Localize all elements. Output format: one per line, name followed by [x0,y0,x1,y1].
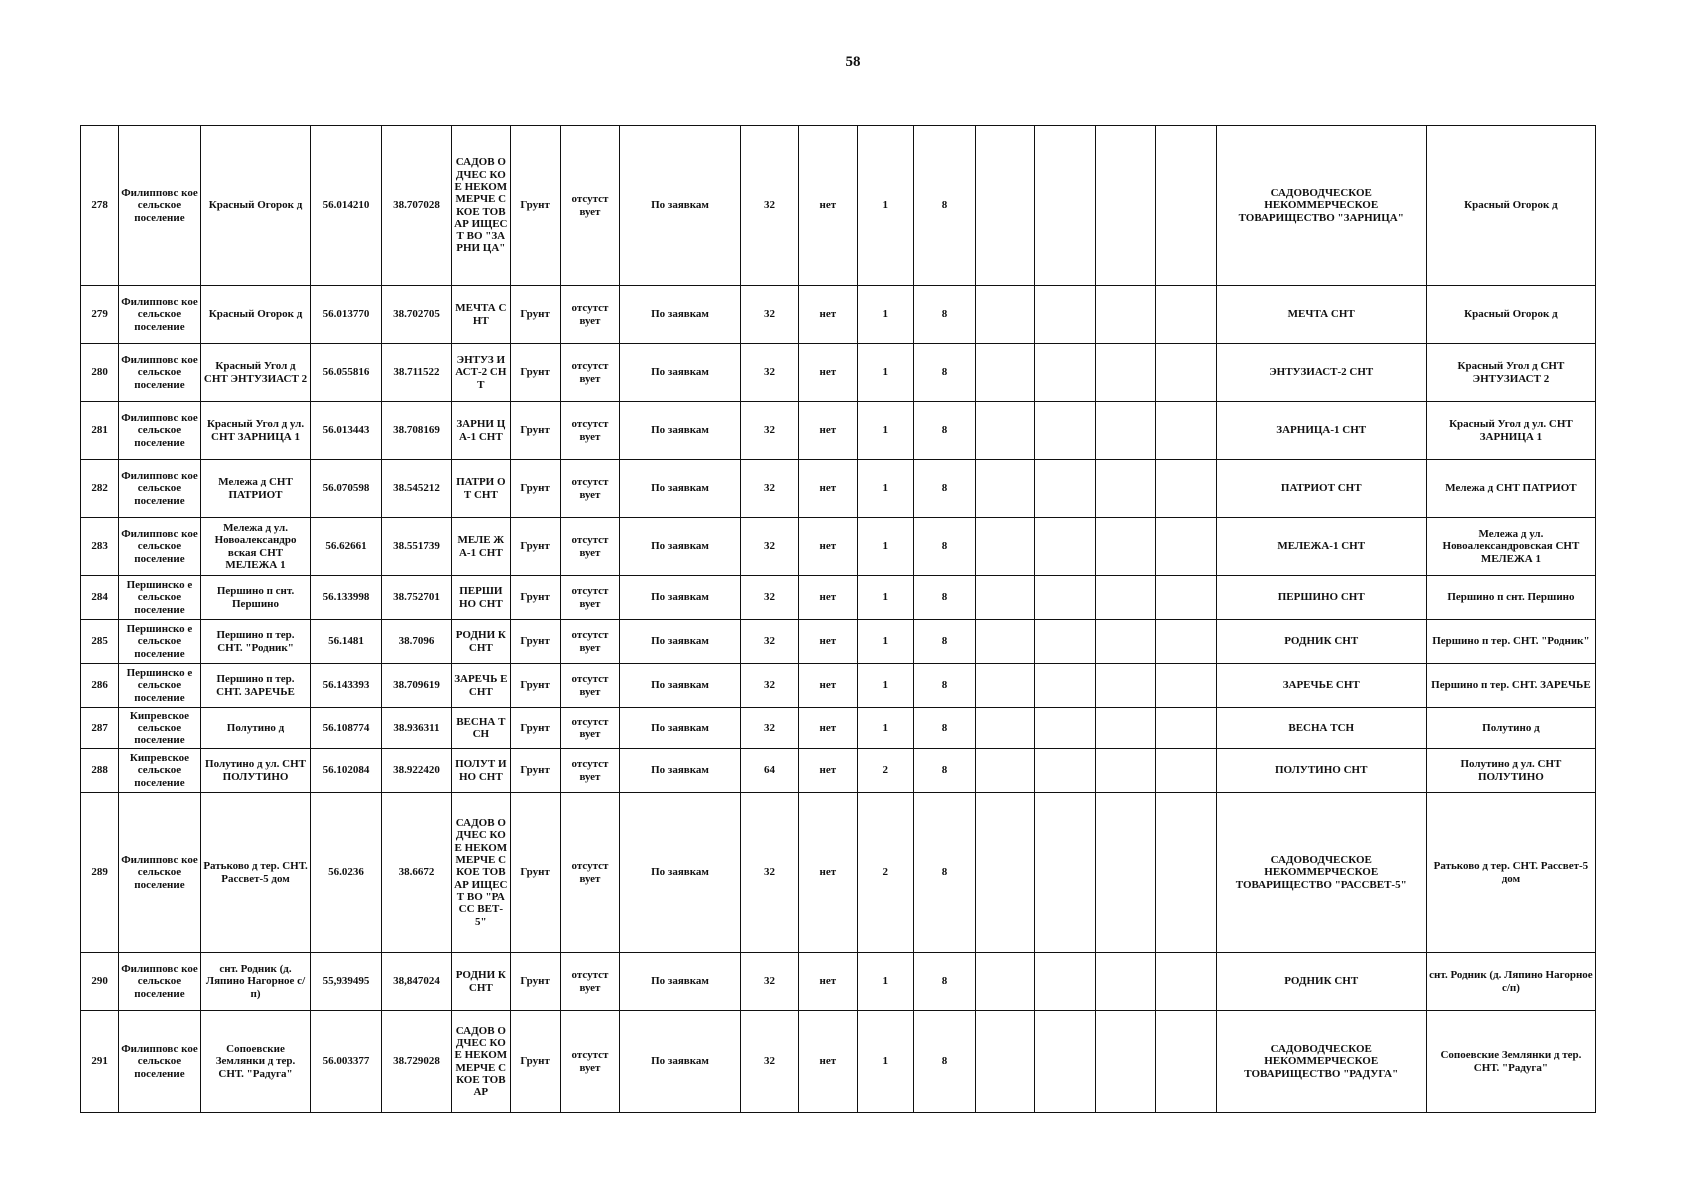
table-row [81,460,1596,518]
address-cell: Красный Угол д СНТ ЭНТУЗИАСТ 2 [1426,344,1595,402]
row-number: 285 [81,620,119,664]
organization-name-cell: РОДНИК СНТ [1216,953,1426,1011]
page-number: 58 [845,54,861,70]
capacity-cell: 32 [740,344,798,402]
empty-cell [1156,953,1216,1011]
table-row [81,953,1596,1011]
location-cell: снт. Родник (д. Ляпино Нагорное с/п) [200,953,311,1011]
schedule-cell: По заявкам [620,749,741,793]
volume-cell: 8 [913,518,975,576]
short-name-cell: ЗАРНИ ЦА-1 СНТ [452,402,510,460]
latitude-cell: 56.070598 [311,460,381,518]
longitude-cell: 38.708169 [381,402,451,460]
container-count-cell: 1 [857,953,913,1011]
settlement-cell: Кипревское сельское поселение [119,708,200,749]
volume-cell: 8 [913,344,975,402]
address-cell: Першино п тер. СНТ. ЗАРЕЧЬЕ [1426,664,1595,708]
volume-cell: 8 [913,708,975,749]
empty-cell [1034,286,1095,344]
settlement-cell: Кипревское сельское поселение [119,749,200,793]
short-name-cell: ПЕРШИ НО СНТ [452,576,510,620]
cover-status-cell: отсутст вует [560,460,619,518]
location-cell: Красный Угол д СНТ ЭНТУЗИАСТ 2 [200,344,311,402]
schedule-cell: По заявкам [620,576,741,620]
volume-cell: 8 [913,953,975,1011]
cover-type-cell: Грунт [510,1011,560,1113]
empty-cell [1156,1011,1216,1113]
empty-cell [1034,518,1095,576]
short-name-cell: РОДНИ К СНТ [452,953,510,1011]
longitude-cell: 38.702705 [381,286,451,344]
latitude-cell: 56.143393 [311,664,381,708]
empty-cell [976,708,1034,749]
empty-cell [976,518,1034,576]
empty-cell [1156,708,1216,749]
row-number: 283 [81,518,119,576]
longitude-cell: 38.729028 [381,1011,451,1113]
flag-cell: нет [799,708,857,749]
table-row [81,518,1596,576]
latitude-cell: 56.1481 [311,620,381,664]
empty-cell [976,620,1034,664]
latitude-cell: 56.055816 [311,344,381,402]
empty-cell [1034,576,1095,620]
organization-name-cell: ПОЛУТИНО СНТ [1216,749,1426,793]
empty-cell [1095,749,1155,793]
cover-status-cell: отсутст вует [560,664,619,708]
empty-cell [976,576,1034,620]
organization-name-cell: МЕЧТА СНТ [1216,286,1426,344]
empty-cell [976,749,1034,793]
organization-name-cell: РОДНИК СНТ [1216,620,1426,664]
longitude-cell: 38.707028 [381,126,451,286]
empty-cell [976,953,1034,1011]
table-row [81,126,1596,286]
organization-name-cell: ЭНТУЗИАСТ-2 СНТ [1216,344,1426,402]
capacity-cell: 64 [740,749,798,793]
schedule-cell: По заявкам [620,460,741,518]
container-count-cell: 1 [857,620,913,664]
organization-name-cell: САДОВОДЧЕСКОЕ НЕКОММЕРЧЕСКОЕ ТОВАРИЩЕСТВО "РАССВЕТ-5" [1216,793,1426,953]
empty-cell [1034,708,1095,749]
volume-cell: 8 [913,402,975,460]
short-name-cell: САДОВ ОДЧЕС КОЕ НЕКОМ МЕРЧЕ СКОЕ ТОВАР [452,1011,510,1113]
capacity-cell: 32 [740,460,798,518]
empty-cell [1095,576,1155,620]
short-name-cell: ПОЛУТ ИНО СНТ [452,749,510,793]
short-name-cell: САДОВ ОДЧЕС КОЕ НЕКОМ МЕРЧЕ СКОЕ ТОВАР ИЩЕСТ ВО "РАСС ВЕТ-5" [452,793,510,953]
location-cell: Першино п тер. СНТ. "Родник" [200,620,311,664]
location-cell: Полутино д ул. СНТ ПОЛУТИНО [200,749,311,793]
empty-cell [1156,286,1216,344]
longitude-cell: 38.922420 [381,749,451,793]
address-cell: Красный Огорок д [1426,286,1595,344]
capacity-cell: 32 [740,576,798,620]
empty-cell [1156,620,1216,664]
short-name-cell: ПАТРИ ОТ СНТ [452,460,510,518]
empty-cell [976,344,1034,402]
volume-cell: 8 [913,793,975,953]
container-count-cell: 1 [857,664,913,708]
flag-cell: нет [799,344,857,402]
empty-cell [1034,1011,1095,1113]
table-row [81,749,1596,793]
address-cell: Полутино д [1426,708,1595,749]
organization-name-cell: ПЕРШИНО СНТ [1216,576,1426,620]
cover-type-cell: Грунт [510,518,560,576]
empty-cell [1034,126,1095,286]
volume-cell: 8 [913,286,975,344]
empty-cell [976,793,1034,953]
cover-type-cell: Грунт [510,286,560,344]
cover-type-cell: Грунт [510,460,560,518]
location-cell: Красный Угол д ул. СНТ ЗАРНИЦА 1 [200,402,311,460]
cover-type-cell: Грунт [510,953,560,1011]
cover-status-cell: отсутст вует [560,793,619,953]
short-name-cell: РОДНИ К СНТ [452,620,510,664]
row-number: 278 [81,126,119,286]
settlement-cell: Филипповс кое сельское поселение [119,126,200,286]
flag-cell: нет [799,793,857,953]
volume-cell: 8 [913,749,975,793]
capacity-cell: 32 [740,708,798,749]
empty-cell [1156,518,1216,576]
cover-status-cell: отсутст вует [560,126,619,286]
address-cell: Полутино д ул. СНТ ПОЛУТИНО [1426,749,1595,793]
flag-cell: нет [799,460,857,518]
empty-cell [976,286,1034,344]
address-cell: Першино п тер. СНТ. "Родник" [1426,620,1595,664]
empty-cell [1034,664,1095,708]
cover-type-cell: Грунт [510,576,560,620]
flag-cell: нет [799,664,857,708]
settlement-cell: Филипповс кое сельское поселение [119,518,200,576]
address-cell: снт. Родник (д. Ляпино Нагорное с/п) [1426,953,1595,1011]
cover-status-cell: отсутст вует [560,402,619,460]
latitude-cell: 56.013770 [311,286,381,344]
latitude-cell: 56.013443 [311,402,381,460]
settlement-cell: Першинско е сельское поселение [119,664,200,708]
empty-cell [1095,286,1155,344]
empty-cell [1034,793,1095,953]
short-name-cell: ВЕСНА ТСН [452,708,510,749]
container-count-cell: 1 [857,576,913,620]
cover-type-cell: Грунт [510,126,560,286]
volume-cell: 8 [913,664,975,708]
capacity-cell: 32 [740,793,798,953]
empty-cell [1156,664,1216,708]
address-cell: Мележа д СНТ ПАТРИОТ [1426,460,1595,518]
empty-cell [1034,344,1095,402]
flag-cell: нет [799,402,857,460]
flag-cell: нет [799,286,857,344]
longitude-cell: 38.545212 [381,460,451,518]
settlement-cell: Першинско е сельское поселение [119,576,200,620]
schedule-cell: По заявкам [620,708,741,749]
longitude-cell: 38.752701 [381,576,451,620]
table-row [81,576,1596,620]
empty-cell [1156,402,1216,460]
row-number: 291 [81,1011,119,1113]
cover-status-cell: отсутст вует [560,953,619,1011]
empty-cell [1095,793,1155,953]
empty-cell [1034,749,1095,793]
address-cell: Першино п снт. Першино [1426,576,1595,620]
location-cell: Сопоевские Землянки д тер. СНТ. "Радуга" [200,1011,311,1113]
flag-cell: нет [799,953,857,1011]
location-cell: Красный Огорок д [200,126,311,286]
settlement-cell: Першинско е сельское поселение [119,620,200,664]
flag-cell: нет [799,126,857,286]
settlement-cell: Филипповс кое сельское поселение [119,1011,200,1113]
flag-cell: нет [799,749,857,793]
registry-table [80,125,1596,1113]
empty-cell [1156,576,1216,620]
container-count-cell: 1 [857,460,913,518]
organization-name-cell: ПАТРИОТ СНТ [1216,460,1426,518]
short-name-cell: МЕЛЕ ЖА-1 СНТ [452,518,510,576]
empty-cell [1095,344,1155,402]
volume-cell: 8 [913,620,975,664]
latitude-cell: 56.0236 [311,793,381,953]
row-number: 282 [81,460,119,518]
empty-cell [1034,402,1095,460]
row-number: 290 [81,953,119,1011]
capacity-cell: 32 [740,126,798,286]
container-count-cell: 1 [857,344,913,402]
empty-cell [976,402,1034,460]
address-cell: Сопоевские Землянки д тер. СНТ. "Радуга" [1426,1011,1595,1113]
latitude-cell: 56.62661 [311,518,381,576]
cover-type-cell: Грунт [510,664,560,708]
settlement-cell: Филипповс кое сельское поселение [119,402,200,460]
volume-cell: 8 [913,1011,975,1113]
capacity-cell: 32 [740,620,798,664]
capacity-cell: 32 [740,518,798,576]
schedule-cell: По заявкам [620,402,741,460]
empty-cell [1095,1011,1155,1113]
schedule-cell: По заявкам [620,518,741,576]
empty-cell [976,126,1034,286]
container-count-cell: 2 [857,793,913,953]
volume-cell: 8 [913,460,975,518]
location-cell: Мележа д ул. Новоалександро вская СНТ МЕЛЕЖА 1 [200,518,311,576]
container-count-cell: 1 [857,402,913,460]
latitude-cell: 55,939495 [311,953,381,1011]
empty-cell [976,1011,1034,1113]
longitude-cell: 38,847024 [381,953,451,1011]
empty-cell [1095,402,1155,460]
row-number: 280 [81,344,119,402]
longitude-cell: 38.7096 [381,620,451,664]
registry-body [81,126,1596,1113]
container-count-cell: 1 [857,286,913,344]
cover-type-cell: Грунт [510,749,560,793]
cover-type-cell: Грунт [510,793,560,953]
location-cell: Першино п снт. Першино [200,576,311,620]
row-number: 289 [81,793,119,953]
cover-status-cell: отсутст вует [560,344,619,402]
schedule-cell: По заявкам [620,286,741,344]
container-count-cell: 1 [857,708,913,749]
volume-cell: 8 [913,126,975,286]
latitude-cell: 56.133998 [311,576,381,620]
cover-type-cell: Грунт [510,708,560,749]
schedule-cell: По заявкам [620,620,741,664]
schedule-cell: По заявкам [620,664,741,708]
table-row [81,708,1596,749]
cover-status-cell: отсутст вует [560,620,619,664]
cover-status-cell: отсутст вует [560,749,619,793]
organization-name-cell: САДОВОДЧЕСКОЕ НЕКОММЕРЧЕСКОЕ ТОВАРИЩЕСТВО "РАДУГА" [1216,1011,1426,1113]
capacity-cell: 32 [740,286,798,344]
organization-name-cell: ВЕСНА ТСН [1216,708,1426,749]
container-count-cell: 1 [857,518,913,576]
table-row [81,793,1596,953]
empty-cell [976,664,1034,708]
short-name-cell: ЭНТУЗ ИАСТ-2 СНТ [452,344,510,402]
settlement-cell: Филипповс кое сельское поселение [119,953,200,1011]
table-row [81,402,1596,460]
capacity-cell: 32 [740,953,798,1011]
empty-cell [1034,460,1095,518]
schedule-cell: По заявкам [620,126,741,286]
longitude-cell: 38.709619 [381,664,451,708]
table-row [81,664,1596,708]
flag-cell: нет [799,620,857,664]
flag-cell: нет [799,576,857,620]
flag-cell: нет [799,518,857,576]
empty-cell [976,460,1034,518]
row-number: 288 [81,749,119,793]
cover-type-cell: Грунт [510,344,560,402]
empty-cell [1095,953,1155,1011]
organization-name-cell: САДОВОДЧЕСКОЕ НЕКОММЕРЧЕСКОЕ ТОВАРИЩЕСТВО "ЗАРНИЦА" [1216,126,1426,286]
address-cell: Красный Огорок д [1426,126,1595,286]
address-cell: Мележа д ул. Новоалександровская СНТ МЕЛЕЖА 1 [1426,518,1595,576]
table-row [81,344,1596,402]
organization-name-cell: ЗАРНИЦА-1 СНТ [1216,402,1426,460]
cover-status-cell: отсутст вует [560,576,619,620]
short-name-cell: САДОВ ОДЧЕС КОЕ НЕКОМ МЕРЧЕ СКОЕ ТОВАР ИЩЕСТ ВО "ЗАРНИ ЦА" [452,126,510,286]
schedule-cell: По заявкам [620,344,741,402]
empty-cell [1095,620,1155,664]
empty-cell [1156,126,1216,286]
address-cell: Красный Угол д ул. СНТ ЗАРНИЦА 1 [1426,402,1595,460]
schedule-cell: По заявкам [620,1011,741,1113]
organization-name-cell: ЗАРЕЧЬЕ СНТ [1216,664,1426,708]
empty-cell [1156,344,1216,402]
empty-cell [1156,460,1216,518]
short-name-cell: МЕЧТА СНТ [452,286,510,344]
cover-status-cell: отсутст вует [560,286,619,344]
empty-cell [1034,620,1095,664]
flag-cell: нет [799,1011,857,1113]
cover-status-cell: отсутст вует [560,1011,619,1113]
empty-cell [1095,664,1155,708]
cover-type-cell: Грунт [510,620,560,664]
latitude-cell: 56.108774 [311,708,381,749]
longitude-cell: 38.936311 [381,708,451,749]
location-cell: Ратьково д тер. СНТ. Рассвет-5 дом [200,793,311,953]
schedule-cell: По заявкам [620,793,741,953]
row-number: 284 [81,576,119,620]
address-cell: Ратьково д тер. СНТ. Рассвет-5 дом [1426,793,1595,953]
latitude-cell: 56.102084 [311,749,381,793]
volume-cell: 8 [913,576,975,620]
empty-cell [1095,518,1155,576]
settlement-cell: Филипповс кое сельское поселение [119,286,200,344]
settlement-cell: Филипповс кое сельское поселение [119,460,200,518]
container-count-cell: 1 [857,126,913,286]
empty-cell [1034,953,1095,1011]
latitude-cell: 56.014210 [311,126,381,286]
row-number: 279 [81,286,119,344]
row-number: 287 [81,708,119,749]
capacity-cell: 32 [740,664,798,708]
organization-name-cell: МЕЛЕЖА-1 СНТ [1216,518,1426,576]
short-name-cell: ЗАРЕЧЬ Е СНТ [452,664,510,708]
longitude-cell: 38.6672 [381,793,451,953]
longitude-cell: 38.711522 [381,344,451,402]
empty-cell [1095,460,1155,518]
row-number: 286 [81,664,119,708]
table-row [81,620,1596,664]
table-row [81,1011,1596,1113]
latitude-cell: 56.003377 [311,1011,381,1113]
schedule-cell: По заявкам [620,953,741,1011]
empty-cell [1095,126,1155,286]
container-count-cell: 2 [857,749,913,793]
settlement-cell: Филипповс кое сельское поселение [119,344,200,402]
empty-cell [1156,749,1216,793]
longitude-cell: 38.551739 [381,518,451,576]
location-cell: Першино п тер. СНТ. ЗАРЕЧЬЕ [200,664,311,708]
empty-cell [1156,793,1216,953]
location-cell: Красный Огорок д [200,286,311,344]
location-cell: Мележа д СНТ ПАТРИОТ [200,460,311,518]
row-number: 281 [81,402,119,460]
capacity-cell: 32 [740,402,798,460]
location-cell: Полутино д [200,708,311,749]
cover-status-cell: отсутст вует [560,518,619,576]
empty-cell [1095,708,1155,749]
cover-status-cell: отсутст вует [560,708,619,749]
cover-type-cell: Грунт [510,402,560,460]
container-count-cell: 1 [857,1011,913,1113]
capacity-cell: 32 [740,1011,798,1113]
table-row [81,286,1596,344]
settlement-cell: Филипповс кое сельское поселение [119,793,200,953]
